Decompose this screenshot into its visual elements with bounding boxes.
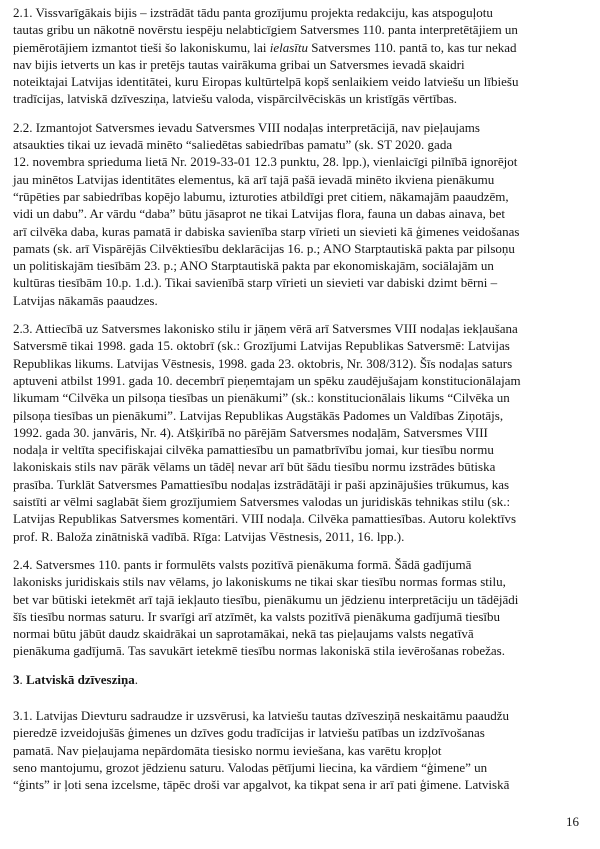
text-line bbox=[13, 4, 595, 21]
text-segment: jau minētos Latvijas identitātes elementus, kā arī tajā pašā ievadā minēto ikviena pienākumu bbox=[13, 171, 495, 187]
text-line bbox=[13, 591, 595, 608]
text-line bbox=[13, 642, 595, 659]
text-segment: pilsoņa tiesības un pienākumi”. Latvijas Republikas Augstākās Padomes un Valdības Ziņotājs, bbox=[13, 407, 504, 423]
text-segment: un politiskajām tiesībām 23. p.; ANO Starptautiskā pakta par ekonomiskajām, sociālajām un bbox=[13, 258, 494, 274]
text-segment: šīs tiesību normas saturu. Ir svarīgi arī atzīmēt, ka valsts pozitīvā pienākuma gadījumā tiesību bbox=[13, 608, 501, 624]
text-line bbox=[13, 671, 595, 688]
text-line bbox=[13, 556, 595, 573]
text-line bbox=[13, 441, 595, 458]
text-segment: tradīcijas, latviskā dzīvesziņa, latviešu valoda, vispārcilvēciskās un kristīgās vērtības. bbox=[13, 91, 458, 107]
text-line bbox=[13, 424, 595, 441]
page-number: 16 bbox=[566, 814, 579, 829]
text-line bbox=[13, 724, 595, 741]
text-segment: kultūras tiesībām 10.p. 1.d.). Tikai savienībā starp vīrieti un sievieti var dabiski dzimt bērni – bbox=[13, 275, 498, 291]
text-segment: aptuveni atbilst 1991. gada 10. decembrī pieņemtajam un spēku zaudējušajam konstitucionālajam bbox=[13, 372, 521, 388]
text-segment: Latvijas nākamās paaudzes. bbox=[13, 292, 158, 308]
bold-text-segment: 3 bbox=[13, 671, 20, 687]
text-segment: 2.3. Attiecībā uz Satversmes lakonisko stilu ir jāņem vērā arī Satversmes VIII nodaļas iekļaušana bbox=[13, 321, 518, 337]
text-line bbox=[13, 389, 595, 406]
text-line bbox=[13, 573, 595, 590]
text-line bbox=[13, 56, 595, 73]
text-segment: normai būtu jābūt daudz skaidrākai un saprotamākai, nekā tas pieļaujams valsts negatīvā bbox=[13, 626, 474, 642]
text-segment: vidi un dabu”. Ar vārdu “daba” būtu jāsaprot ne tikai Latvijas flora, fauna un dabas ainava, bet bbox=[13, 206, 506, 222]
text-segment: noteiktajai Latvijas identitātei, kuru Eiropas kultūrtelpā kopš senlaikiem veido latviešu un lībiešu bbox=[13, 74, 519, 90]
text-line bbox=[13, 608, 595, 625]
text-line bbox=[13, 707, 595, 724]
text-segment: atsaukties tikai uz ievadā minēto “saliedētas sabiedrības pamatu” (sk. ST 2020. gada bbox=[13, 137, 453, 153]
text-line bbox=[13, 153, 595, 170]
bold-text-segment: Latviskā dzīvesziņa bbox=[26, 671, 135, 687]
text-line bbox=[13, 171, 595, 188]
text-segment: tautas gribu un nākotnē novērstu iespēju nelabticīgiem Satversmes 110. panta interpretētājiem un bbox=[13, 22, 518, 38]
text-segment: Satversmes 110. pantā to, kas tur nekad bbox=[307, 39, 517, 55]
text-line bbox=[13, 493, 595, 510]
text-segment: Republikas likums. Latvijas Vēstnesis, 1998. gada 23. oktobris, Nr. 308/312). Šīs nodaļas saturs bbox=[13, 355, 513, 371]
text-line bbox=[13, 205, 595, 222]
text-segment: pienākuma gadījumā. Tas savukārt ietekmē tiesību normas lakoniskā stila ievērošanas robežas. bbox=[13, 643, 505, 659]
text-line bbox=[13, 510, 595, 527]
text-line bbox=[13, 257, 595, 274]
text-line bbox=[13, 223, 595, 240]
text-segment: pamats (sk. arī Vispārējās Cilvēktiesību deklarācijas 16. p.; ANO Starptautiskā pakta par pilsoņu bbox=[13, 240, 515, 256]
text-line bbox=[13, 337, 595, 354]
text-segment: saistīti ar vēlmi saglabāt šiem grozījumiem Satversmes valodas un juridiskās tehnikas stilu (sk.: bbox=[13, 494, 511, 510]
text-segment: lakonisks juridiskais stils nav vēlams, jo lakoniskums ne tikai skar tiesību normas formas stilu, bbox=[13, 574, 506, 590]
text-segment: pamatā. Nav pieļaujama nepārdomāta tiesisko normu ieviešana, kas varētu kropļot bbox=[13, 742, 442, 758]
text-segment: Latvijas Republikas Satversmes komentāri. VIII nodaļa. Cilvēka pamattiesības. Autoru kolektīvs bbox=[13, 511, 517, 527]
paragraph-2-1 bbox=[13, 4, 595, 108]
text-line bbox=[13, 274, 595, 291]
text-segment: “rūpēties par sabiedrības kopējo labumu, izturoties atbildīgi pret citiem, nākamajām paaudzēm, bbox=[13, 188, 509, 204]
text-segment: 3.1. Latvijas Dievturu sadraudze ir uzsvērusi, ka latviešu tautas dzīvesziņā neskaitāmu paaudžu bbox=[13, 707, 509, 723]
heading-3-latviska-dziveszina bbox=[13, 671, 595, 688]
text-segment: prasība. Turklāt Satversmes Pamattiesību nodaļas izstrādātāji ir paši apzinājušies trūkumus, kas bbox=[13, 476, 510, 492]
text-segment: 1992. gada 30. janvāris, Nr. 4). Atšķirībā no pārējām Satversmes nodaļām, Satversmes VIII bbox=[13, 424, 488, 440]
text-line bbox=[13, 759, 595, 776]
text-line bbox=[13, 136, 595, 153]
text-line bbox=[13, 188, 595, 205]
text-line bbox=[13, 458, 595, 475]
text-line bbox=[13, 528, 595, 545]
text-segment: 2.2. Izmantojot Satversmes ievadu Satversmes VIII nodaļas interpretācijā, nav pieļaujams bbox=[13, 119, 480, 135]
text-segment: nav bijis ietverts un kas ir pretējs tautas vairākuma gribai un Satversmes ievadā skaidri bbox=[13, 56, 465, 72]
paragraph-2-4 bbox=[13, 556, 595, 660]
text-segment: bet var būtiski ietekmēt arī tajā iekļauto tiesību, pienākumu un jēdzienu interpretāciju un tādējādi bbox=[13, 591, 519, 607]
text-line bbox=[13, 625, 595, 642]
text-line bbox=[13, 355, 595, 372]
text-segment: 12. novembra sprieduma lietā Nr. 2019-33-01 12.3 punktu, 28. lpp.), vienlaicīgi pilnībā ignorējot bbox=[13, 154, 518, 170]
text-segment: lakoniskais stils nav pārāk vēlams un tādēļ nevar arī būt šādu tiesību normu izstrādes būtiska bbox=[13, 459, 496, 475]
text-line bbox=[13, 476, 595, 493]
text-segment: . bbox=[19, 671, 26, 687]
text-line bbox=[13, 407, 595, 424]
text-line bbox=[13, 372, 595, 389]
text-segment: . bbox=[134, 671, 138, 687]
paragraph-2-3 bbox=[13, 320, 595, 545]
text-line bbox=[13, 240, 595, 257]
text-line bbox=[13, 292, 595, 309]
text-segment: pieredzē izveidojušās ģimenes un dzīves godu tradīcijas ir latviešu patības un izdzīvošanas bbox=[13, 725, 485, 741]
text-line bbox=[13, 119, 595, 136]
text-segment: piemērotājiem izmantot tieši šo lakoniskumu, lai bbox=[13, 39, 270, 55]
text-line bbox=[13, 320, 595, 337]
text-line bbox=[13, 90, 595, 107]
paragraph-2-2 bbox=[13, 119, 595, 309]
document-body bbox=[13, 4, 595, 804]
text-segment: prof. R. Baloža zinātniskā vadībā. Rīga: Latvijas Vēstnesis, 2011, 16. lpp.). bbox=[13, 528, 405, 544]
italic-text-segment: ielasītu bbox=[269, 39, 308, 55]
text-segment: 2.1. Vissvarīgākais bijis – izstrādāt tādu panta grozījumu projekta redakciju, kas atspoguļotu bbox=[13, 5, 493, 20]
text-segment: nodaļa ir veltīta specifiskajai cilvēka pamattiesību un pamatbrīvību jomai, kur tiesību normu bbox=[13, 442, 494, 458]
text-line bbox=[13, 73, 595, 90]
text-segment: seno mantojumu, grozot jēdzienu saturu. Valodas pētījumi liecina, ka vārdiem “ģimene” un bbox=[13, 759, 488, 775]
text-segment: likumam “Cilvēka un pilsoņa tiesības un pienākumi” (sk.: konstitucionālais likums “Cilvēka un bbox=[13, 390, 510, 406]
text-line bbox=[13, 742, 595, 759]
text-segment: 2.4. Satversmes 110. pants ir formulēts valsts pozitīvā pienākuma formā. Šādā gadījumā bbox=[13, 556, 472, 572]
text-line bbox=[13, 39, 595, 56]
text-line bbox=[13, 21, 595, 38]
paragraph-3-1 bbox=[13, 707, 595, 793]
text-line bbox=[13, 776, 595, 793]
text-segment: arī cilvēka daba, kuras pamatā ir dabiska savienība starp vīrieti un sievieti kā ģimenes veidošanas bbox=[13, 223, 520, 239]
text-segment: “ģints” ir ļoti sena izcelsme, tāpēc droši var apgalvot, ka tikpat sena ir arī pati ģimene. Latviskā bbox=[13, 777, 510, 793]
text-segment: Satversmē tikai 1998. gada 15. oktobrī (sk.: Grozījumi Latvijas Republikas Satversmē: Latvijas bbox=[13, 338, 510, 354]
